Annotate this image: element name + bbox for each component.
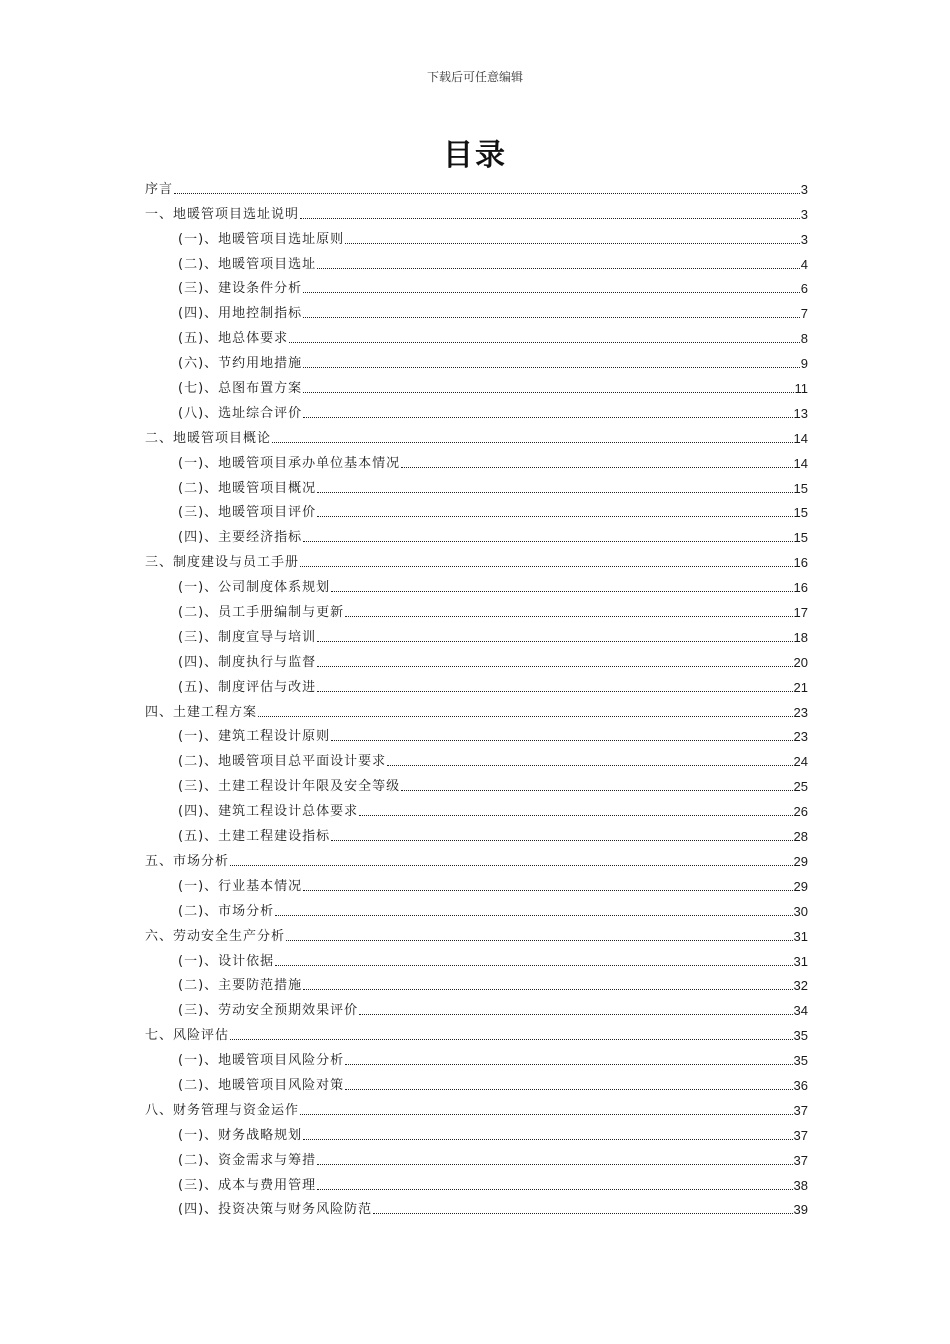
toc-leader-dots: [300, 1114, 793, 1115]
toc-entry-page: 15: [793, 505, 808, 521]
toc-entry-page: 14: [793, 430, 808, 446]
toc-entry-text: (二)、地暖管项目选址: [178, 256, 317, 272]
toc-entry-text: (二)、市场分析: [178, 903, 275, 919]
toc-entry-page: 13: [793, 405, 808, 421]
toc-leader-dots: [303, 292, 800, 293]
toc-entry-text: (三)、制度宣导与培训: [178, 629, 317, 645]
toc-entry-page: 31: [793, 953, 808, 969]
toc-entry[interactable]: [145, 374, 808, 399]
toc-entry[interactable]: [145, 548, 808, 573]
toc-entry-text: (三)、土建工程设计年限及安全等级: [178, 779, 401, 795]
toc-leader-dots: [401, 790, 792, 791]
toc-entry[interactable]: [145, 648, 808, 673]
toc-entry-text: (一)、地暖管项目风险分析: [178, 1053, 345, 1069]
toc-entry[interactable]: [145, 424, 808, 449]
toc-entry-page: 15: [793, 480, 808, 496]
toc-entry-page: 26: [793, 804, 808, 820]
toc-entry-page: 34: [793, 1003, 808, 1019]
toc-entry[interactable]: [145, 623, 808, 648]
toc-entry-page: 28: [793, 829, 808, 845]
toc-entry-page: 16: [793, 555, 808, 571]
toc-entry-text: (二)、资金需求与筹措: [178, 1152, 317, 1168]
toc-entry[interactable]: [145, 1121, 808, 1146]
toc-entry-page: 39: [793, 1202, 808, 1218]
table-of-contents: [145, 175, 808, 1220]
toc-entry-page: 35: [793, 1053, 808, 1069]
toc-entry-page: 11: [794, 381, 808, 397]
toc-entry[interactable]: [145, 523, 808, 548]
toc-leader-dots: [317, 492, 792, 493]
toc-entry-text: (一)、财务战略规划: [178, 1127, 303, 1143]
toc-entry-page: 31: [793, 928, 808, 944]
toc-entry-text: 七、风险评估: [145, 1028, 230, 1044]
toc-entry-text: (一)、设计依据: [178, 953, 275, 969]
toc-entry[interactable]: [145, 250, 808, 275]
toc-leader-dots: [345, 616, 792, 617]
toc-entry[interactable]: [145, 996, 808, 1021]
toc-entry-page: 29: [793, 853, 808, 869]
toc-leader-dots: [303, 541, 792, 542]
toc-leader-dots: [258, 716, 793, 717]
toc-entry-text: (二)、主要防范措施: [178, 978, 303, 994]
toc-leader-dots: [359, 1014, 792, 1015]
toc-entry[interactable]: [145, 1196, 808, 1221]
toc-entry-text: (一)、公司制度体系规划: [178, 580, 331, 596]
toc-entry[interactable]: [145, 673, 808, 698]
toc-leader-dots: [317, 268, 800, 269]
toc-entry[interactable]: [145, 822, 808, 847]
toc-entry-page: 38: [793, 1177, 808, 1193]
toc-entry-page: 3: [800, 231, 808, 247]
toc-leader-dots: [345, 1089, 792, 1090]
toc-entry-text: (四)、建筑工程设计总体要求: [178, 804, 359, 820]
toc-leader-dots: [387, 765, 792, 766]
toc-entry-text: 四、土建工程方案: [145, 704, 258, 720]
toc-entry-page: 3: [800, 181, 808, 197]
toc-entry-page: 15: [793, 530, 808, 546]
toc-entry-page: 14: [793, 455, 808, 471]
toc-entry[interactable]: [145, 698, 808, 723]
toc-leader-dots: [303, 417, 792, 418]
toc-leader-dots: [345, 1064, 792, 1065]
toc-entry-text: 三、制度建设与员工手册: [145, 555, 300, 571]
toc-entry-text: 一、地暖管项目选址说明: [145, 206, 300, 222]
toc-entry-text: (五)、制度评估与改进: [178, 679, 317, 695]
toc-entry-text: (三)、建设条件分析: [178, 281, 303, 297]
toc-entry-text: (一)、地暖管项目选址原则: [178, 231, 345, 247]
toc-entry-text: (七)、总图布置方案: [178, 381, 303, 397]
toc-entry-text: (二)、地暖管项目总平面设计要求: [178, 754, 387, 770]
toc-entry-page: 20: [793, 654, 808, 670]
toc-entry-text: 八、财务管理与资金运作: [145, 1102, 300, 1118]
toc-entry[interactable]: [145, 922, 808, 947]
toc-entry-text: 五、市场分析: [145, 853, 230, 869]
toc-entry-page: 32: [793, 978, 808, 994]
toc-entry-text: 序言: [145, 181, 174, 197]
toc-leader-dots: [317, 666, 792, 667]
toc-entry[interactable]: [145, 324, 808, 349]
toc-entry[interactable]: [145, 598, 808, 623]
toc-leader-dots: [331, 740, 792, 741]
toc-entry-text: (五)、土建工程建设指标: [178, 829, 331, 845]
toc-entry-page: 23: [793, 729, 808, 745]
toc-leader-dots: [303, 1139, 792, 1140]
toc-entry[interactable]: [145, 972, 808, 997]
toc-leader-dots: [230, 1039, 793, 1040]
toc-entry[interactable]: [145, 499, 808, 524]
toc-entry-text: 六、劳动安全生产分析: [145, 928, 286, 944]
toc-leader-dots: [174, 193, 800, 194]
toc-entry-page: 23: [793, 704, 808, 720]
toc-entry-text: (二)、地暖管项目概况: [178, 480, 317, 496]
toc-entry-page: 37: [793, 1152, 808, 1168]
toc-entry-page: 35: [793, 1028, 808, 1044]
toc-entry-page: 16: [793, 580, 808, 596]
toc-entry-page: 6: [800, 281, 808, 297]
toc-entry-text: (一)、建筑工程设计原则: [178, 729, 331, 745]
toc-entry[interactable]: [145, 1146, 808, 1171]
toc-entry[interactable]: [145, 1046, 808, 1071]
toc-leader-dots: [317, 516, 792, 517]
toc-entry-text: (一)、行业基本情况: [178, 878, 303, 894]
toc-entry-text: (三)、成本与费用管理: [178, 1177, 317, 1193]
toc-leader-dots: [317, 1164, 792, 1165]
toc-entry[interactable]: [145, 723, 808, 748]
toc-entry[interactable]: [145, 872, 808, 897]
toc-leader-dots: [359, 815, 792, 816]
toc-entry[interactable]: [145, 797, 808, 822]
toc-entry-text: (三)、地暖管项目评价: [178, 505, 317, 521]
toc-entry[interactable]: [145, 1021, 808, 1046]
toc-entry[interactable]: [145, 897, 808, 922]
toc-leader-dots: [401, 467, 792, 468]
toc-entry[interactable]: [145, 299, 808, 324]
toc-entry-text: (五)、地总体要求: [178, 331, 289, 347]
toc-entry-page: 4: [800, 256, 808, 272]
toc-leader-dots: [300, 566, 793, 567]
toc-leader-dots: [345, 243, 800, 244]
toc-entry[interactable]: [145, 449, 808, 474]
toc-title: 目录: [443, 138, 507, 173]
toc-leader-dots: [303, 392, 793, 393]
toc-leader-dots: [275, 965, 792, 966]
toc-entry-text: (四)、制度执行与监督: [178, 654, 317, 670]
toc-leader-dots: [317, 691, 792, 692]
toc-entry-text: (三)、劳动安全预期效果评价: [178, 1003, 359, 1019]
toc-entry-text: (一)、地暖管项目承办单位基本情况: [178, 455, 401, 471]
toc-leader-dots: [317, 641, 792, 642]
toc-entry[interactable]: [145, 772, 808, 797]
toc-leader-dots: [230, 865, 793, 866]
toc-leader-dots: [331, 591, 792, 592]
toc-entry-page: 24: [793, 754, 808, 770]
toc-leader-dots: [303, 317, 800, 318]
toc-entry-page: 30: [793, 903, 808, 919]
toc-entry[interactable]: [145, 349, 808, 374]
toc-entry[interactable]: [145, 225, 808, 250]
toc-entry[interactable]: [145, 1096, 808, 1121]
toc-leader-dots: [286, 940, 793, 941]
toc-entry-text: (二)、地暖管项目风险对策: [178, 1077, 345, 1093]
toc-entry-text: (二)、员工手册编制与更新: [178, 605, 345, 621]
toc-entry-page: 37: [793, 1127, 808, 1143]
toc-entry-text: (四)、投资决策与财务风险防范: [178, 1202, 373, 1218]
toc-entry[interactable]: [145, 747, 808, 772]
toc-entry[interactable]: [145, 275, 808, 300]
toc-entry[interactable]: [145, 474, 808, 499]
toc-entry[interactable]: [145, 1171, 808, 1196]
toc-leader-dots: [303, 989, 792, 990]
toc-entry-text: (四)、主要经济指标: [178, 530, 303, 546]
toc-leader-dots: [303, 890, 792, 891]
toc-entry-page: 29: [793, 878, 808, 894]
toc-leader-dots: [317, 1189, 792, 1190]
header-note: 下载后可任意编辑: [426, 70, 523, 84]
toc-leader-dots: [303, 367, 800, 368]
toc-leader-dots: [300, 218, 800, 219]
toc-entry[interactable]: [145, 847, 808, 872]
toc-leader-dots: [331, 840, 792, 841]
toc-entry-text: (八)、选址综合评价: [178, 405, 303, 421]
toc-entry-page: 9: [800, 356, 808, 372]
toc-entry-page: 8: [800, 331, 808, 347]
toc-entry-text: (六)、节约用地措施: [178, 356, 303, 372]
toc-entry[interactable]: [145, 573, 808, 598]
toc-leader-dots: [272, 442, 793, 443]
toc-leader-dots: [289, 342, 800, 343]
toc-entry-page: 36: [793, 1077, 808, 1093]
toc-entry-page: 21: [793, 679, 808, 695]
toc-entry[interactable]: [145, 947, 808, 972]
toc-entry-page: 17: [793, 605, 808, 621]
toc-leader-dots: [275, 915, 792, 916]
toc-entry-page: 18: [793, 629, 808, 645]
toc-entry-text: (四)、用地控制指标: [178, 306, 303, 322]
toc-entry-page: 3: [800, 206, 808, 222]
toc-entry-page: 37: [793, 1102, 808, 1118]
toc-entry[interactable]: [145, 1071, 808, 1096]
toc-entry[interactable]: [145, 399, 808, 424]
toc-leader-dots: [373, 1213, 792, 1214]
toc-entry-text: 二、地暖管项目概论: [145, 430, 272, 446]
toc-entry[interactable]: [145, 175, 808, 200]
toc-entry-page: 25: [793, 779, 808, 795]
toc-entry[interactable]: [145, 200, 808, 225]
toc-entry-page: 7: [800, 306, 808, 322]
